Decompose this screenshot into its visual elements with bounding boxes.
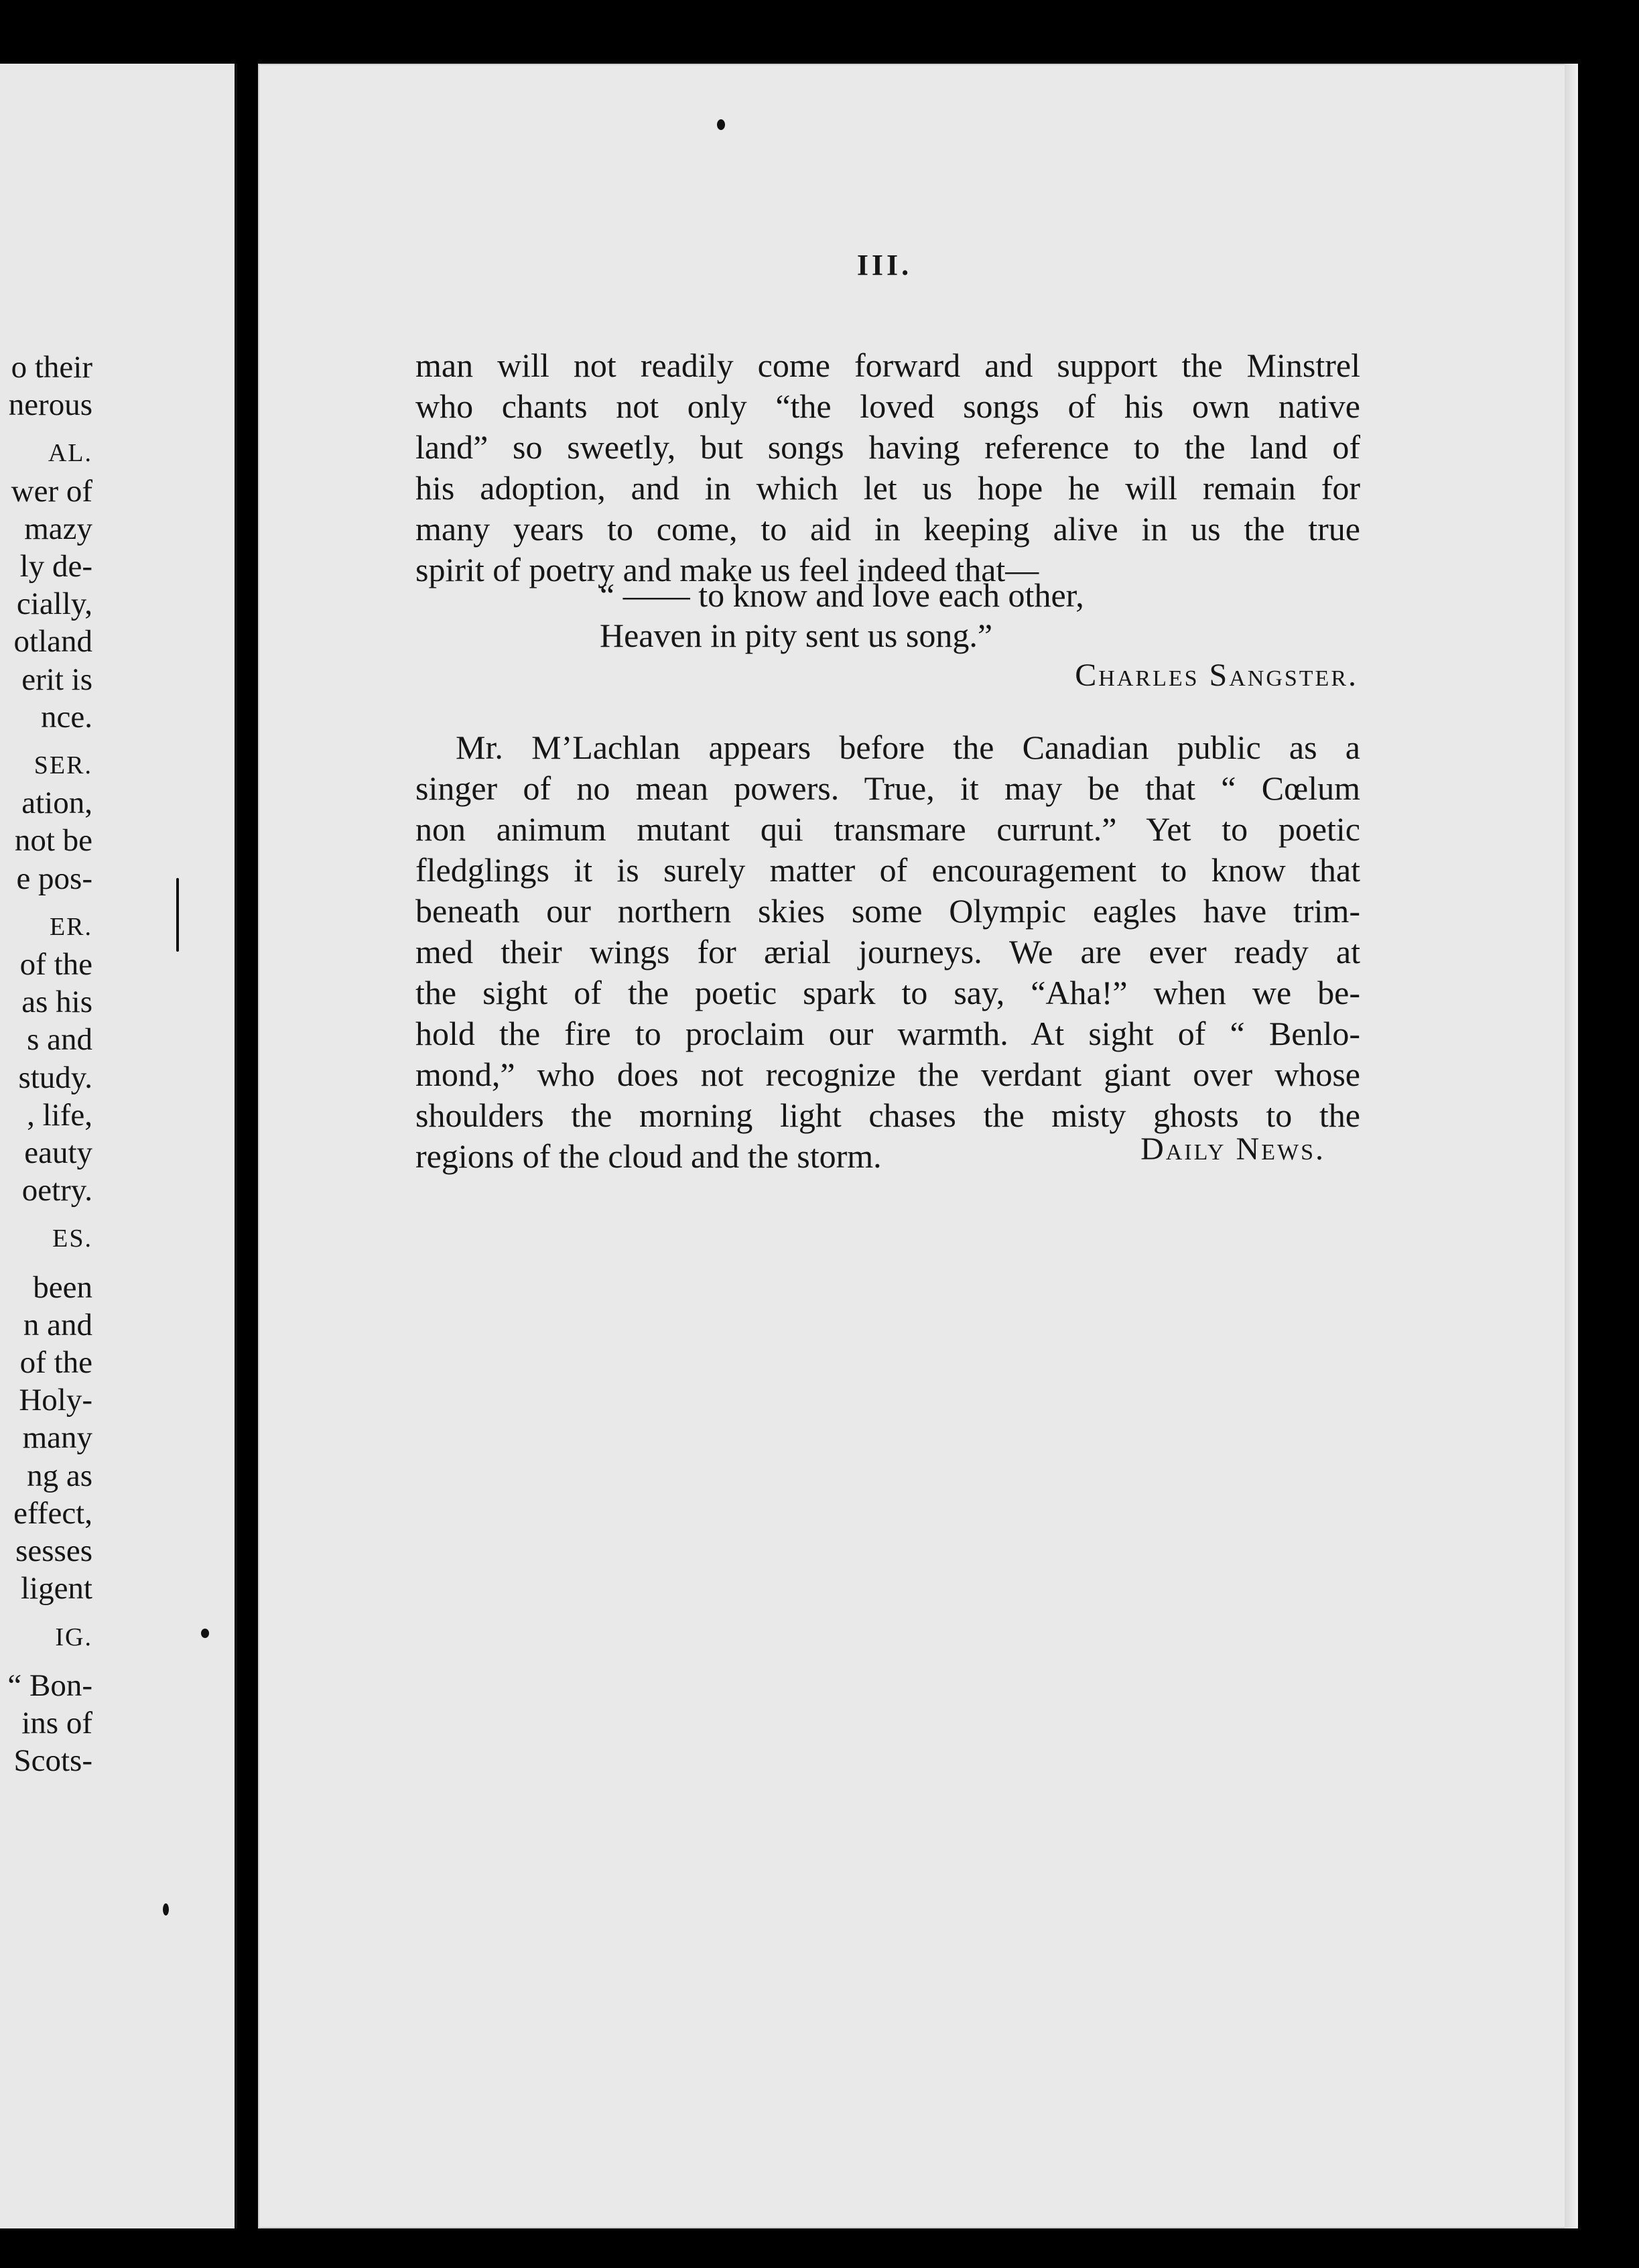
left-page-line: of the — [19, 947, 92, 983]
left-page-line: ES. — [52, 1224, 92, 1253]
left-page-line: not be — [14, 823, 92, 859]
left-page-line: Holy- — [19, 1383, 92, 1418]
paragraph-2 — [415, 727, 1360, 1177]
left-page-line: oetry. — [21, 1173, 92, 1208]
left-page-line: AL. — [48, 439, 92, 468]
left-page-line: ly de- — [19, 549, 92, 584]
left-page-line: as his — [21, 985, 92, 1020]
left-page-line: ng as — [27, 1458, 92, 1493]
left-page-line: ation, — [21, 785, 92, 821]
text-line: land” so sweetly, but songs having reference to the land of — [415, 428, 1360, 466]
left-page-line: s and — [27, 1022, 92, 1058]
left-page-line: ins of — [21, 1705, 92, 1741]
verse-line: Heaven in pity sent us song.” — [600, 617, 993, 654]
left-page-line: cially, — [16, 586, 92, 622]
left-page-text — [0, 349, 92, 1779]
ink-speck — [201, 1629, 209, 1638]
left-page-line: “ Bon- — [7, 1667, 92, 1703]
text-line: regions of the cloud and the storm. — [415, 1137, 882, 1175]
text-line: hold the fire to proclaim our warmth. At sight of “ Benlo- — [415, 1015, 1360, 1052]
left-page-line: IG. — [55, 1623, 92, 1651]
text-line: who chants not only “the loved songs of his own native — [415, 387, 1360, 425]
left-page-line: SER. — [34, 751, 92, 780]
left-page-line: study. — [18, 1060, 92, 1095]
left-page-line: eauty — [24, 1135, 92, 1171]
verse-line: “ —— to know and love each other, — [600, 576, 1084, 614]
left-page-line: nerous — [8, 387, 92, 423]
left-page-line: erit is — [21, 662, 92, 697]
text-line: spirit of poetry and make us feel indeed that— — [415, 551, 1039, 588]
text-line: med their wings for ærial journeys. We are ever ready at — [415, 933, 1360, 970]
left-page-line: nce. — [41, 699, 92, 735]
left-page-line: mazy — [24, 511, 92, 546]
left-page-line: been — [33, 1269, 92, 1305]
left-page-line: wer of — [11, 473, 92, 509]
ink-speck — [163, 1903, 169, 1915]
text-line: many years to come, to aid in keeping alive in us the true — [415, 510, 1360, 548]
text-line: beneath our northern skies some Olympic eagles have trim- — [415, 892, 1360, 930]
left-page-line: e pos- — [16, 861, 92, 896]
left-page-line: many — [22, 1420, 92, 1456]
left-page-line: o their — [11, 350, 92, 385]
left-page-line: otland — [13, 624, 92, 659]
text-line: mond,” who does not recognize the verdant giant over whose — [415, 1056, 1360, 1093]
page-edge — [1565, 64, 1578, 2228]
left-page-line: of the — [19, 1345, 92, 1381]
text-line: non animum mutant qui transmare currunt.” Yet to poetic — [415, 810, 1360, 848]
text-line: the sight of the poetic spark to say, “Aha!” when we be- — [415, 974, 1360, 1011]
left-page-line: , life, — [27, 1097, 92, 1133]
text-line: his adoption, and in which let us hope he will remain for — [415, 469, 1360, 507]
text-line: man will not readily come forward and support the Minstrel — [415, 346, 1360, 384]
left-page-line: Scots- — [13, 1743, 92, 1779]
ink-speck — [176, 878, 179, 952]
text-line: fledglings it is surely matter of encouragement to know that — [415, 851, 1360, 889]
left-page-line: effect, — [13, 1495, 92, 1531]
left-facing-page — [0, 64, 237, 2228]
page-number: III. — [856, 249, 913, 281]
left-page-line: ligent — [20, 1571, 92, 1606]
text-line: shoulders the morning light chases the misty ghosts to the — [415, 1096, 1360, 1134]
text-line: Mr. M’Lachlan appears before the Canadian public as a — [456, 729, 1360, 766]
left-page-line: n and — [23, 1307, 92, 1342]
verse-quote — [600, 575, 1084, 655]
text-line: singer of no mean powers. True, it may be that “ Cœlum — [415, 769, 1360, 807]
signature-daily-news: Daily News. — [1140, 1131, 1325, 1167]
paragraph-1 — [415, 345, 1360, 590]
left-page-line: sesses — [15, 1533, 92, 1569]
ink-speck — [717, 119, 725, 130]
left-page-line: ER. — [49, 912, 92, 941]
signature-sangster: Charles Sangster. — [1075, 657, 1358, 693]
